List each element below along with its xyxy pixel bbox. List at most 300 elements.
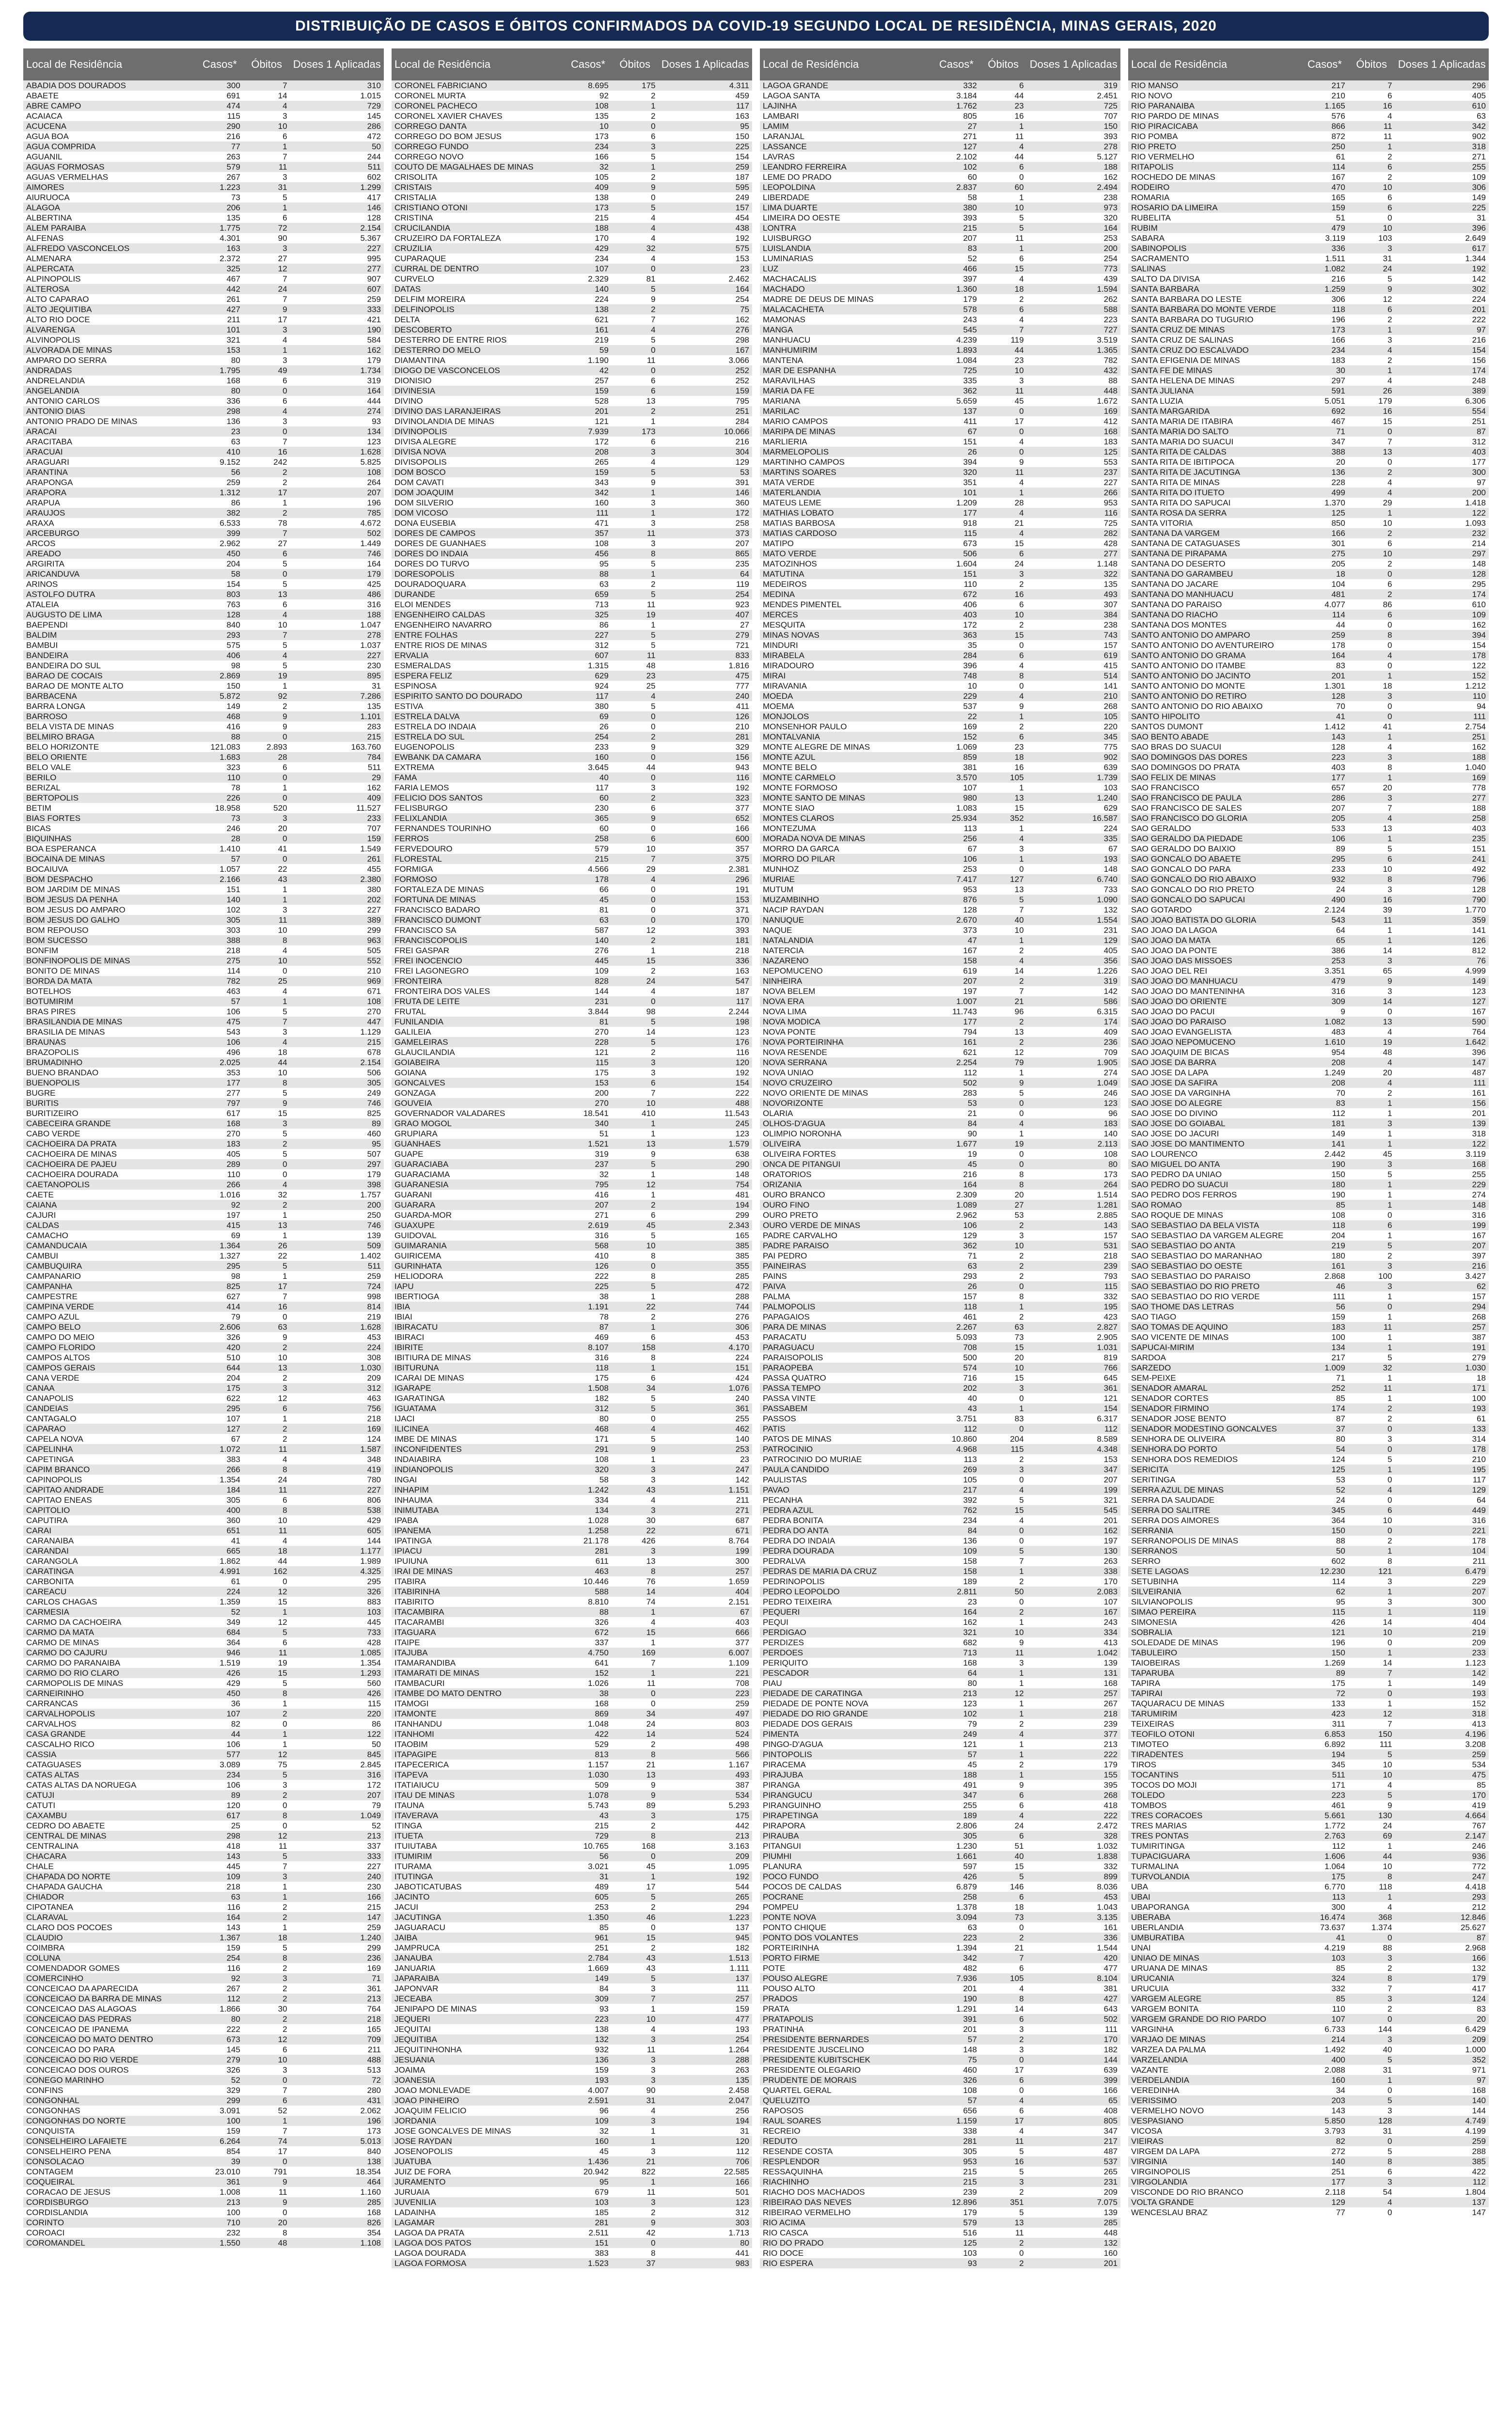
- table-row: [1128, 1393, 1489, 1403]
- cases-value: 12.230: [1301, 1566, 1348, 1576]
- cases-value: 311: [1301, 1719, 1348, 1729]
- table-row: [23, 1637, 384, 1648]
- deaths-value: 3: [243, 111, 290, 121]
- municipality-name: BANDEIRA DO SUL: [23, 661, 196, 671]
- doses-value: 316: [1395, 1515, 1489, 1526]
- deaths-value: 12: [612, 1180, 659, 1190]
- doses-value: 201: [1395, 1108, 1489, 1118]
- cases-value: 1.315: [565, 661, 612, 671]
- doses-value: 218: [290, 1414, 384, 1424]
- deaths-value: 42: [612, 2228, 659, 2238]
- cases-value: 218: [196, 1882, 243, 1892]
- deaths-value: 4: [243, 1536, 290, 1546]
- doses-value: 455: [290, 864, 384, 874]
- deaths-value: 0: [243, 1312, 290, 1322]
- table-row: [760, 772, 1120, 783]
- deaths-value: 1: [1348, 1108, 1395, 1118]
- cases-value: 415: [196, 1220, 243, 1230]
- table-row: [760, 1068, 1120, 1078]
- table-row: [23, 325, 384, 335]
- cases-value: 129: [1301, 2197, 1348, 2207]
- table-row: [760, 1821, 1120, 1831]
- cases-value: 159: [565, 467, 612, 477]
- municipality-name: MATEUS LEME: [760, 498, 933, 508]
- table-row: [392, 1190, 752, 1200]
- doses-value: 276: [659, 325, 752, 335]
- doses-value: 6.315: [1027, 1007, 1120, 1017]
- doses-value: 412: [1027, 416, 1120, 426]
- table-row: [760, 1810, 1120, 1821]
- cases-value: 102: [933, 1709, 980, 1719]
- cases-value: 58: [196, 569, 243, 579]
- municipality-name: SAO MIGUEL DO ANTA: [1128, 1159, 1301, 1169]
- municipality-name: ALVORADA DE MINAS: [23, 345, 196, 355]
- doses-value: 6.740: [1027, 874, 1120, 884]
- table-row: [1128, 1230, 1489, 1241]
- cases-value: 168: [933, 1658, 980, 1668]
- municipality-name: SANTO ANTONIO DO AVENTUREIRO: [1128, 640, 1301, 650]
- cases-value: 543: [1301, 915, 1348, 925]
- deaths-value: 16: [1348, 895, 1395, 905]
- header-doses: Doses 1 Aplicadas: [1027, 48, 1120, 80]
- table-row: [1128, 1241, 1489, 1251]
- municipality-name: PEDRO LEOPOLDO: [760, 1587, 933, 1597]
- deaths-value: 6: [612, 386, 659, 396]
- cases-value: 1.606: [1301, 1851, 1348, 1861]
- table-row: [23, 2106, 384, 2116]
- deaths-value: 15: [243, 1668, 290, 1678]
- table-row: [1128, 1617, 1489, 1627]
- cases-value: 92: [196, 1973, 243, 1983]
- deaths-value: 4: [243, 650, 290, 661]
- doses-value: 1.042: [1027, 1648, 1120, 1658]
- deaths-value: 30: [612, 1515, 659, 1526]
- municipality-name: DIVINO DAS LARANJEIRAS: [392, 406, 565, 416]
- municipality-name: SAO FRANCISCO: [1128, 783, 1301, 793]
- doses-value: 266: [1027, 488, 1120, 498]
- doses-value: 237: [1027, 467, 1120, 477]
- table-row: [760, 1312, 1120, 1322]
- cases-value: 3.184: [933, 91, 980, 101]
- doses-value: 1.299: [290, 182, 384, 192]
- cases-value: 392: [933, 1495, 980, 1505]
- table-row: [760, 2085, 1120, 2095]
- cases-value: 396: [933, 661, 980, 671]
- residence-table: [760, 48, 1120, 2268]
- deaths-value: 23: [612, 671, 659, 681]
- municipality-name: TEIXEIRAS: [1128, 1719, 1301, 1729]
- doses-value: 249: [659, 192, 752, 203]
- table-row: [760, 1037, 1120, 1047]
- table-row: [23, 915, 384, 925]
- cases-value: 168: [196, 376, 243, 386]
- deaths-value: 43: [612, 1953, 659, 1963]
- municipality-name: CRUCILANDIA: [392, 223, 565, 233]
- table-row: [1128, 1017, 1489, 1027]
- deaths-value: 1: [243, 681, 290, 691]
- doses-value: 193: [1027, 854, 1120, 864]
- cases-value: 90: [933, 1129, 980, 1139]
- cases-value: 716: [933, 1373, 980, 1383]
- doses-value: 233: [1395, 1648, 1489, 1658]
- deaths-value: 48: [612, 661, 659, 671]
- cases-value: 4.566: [565, 864, 612, 874]
- deaths-value: 0: [243, 1821, 290, 1831]
- cases-value: 110: [196, 772, 243, 783]
- cases-value: 619: [933, 966, 980, 976]
- doses-value: 945: [659, 1933, 752, 1943]
- table-row: [1128, 1129, 1489, 1139]
- municipality-name: ALTO CAPARAO: [23, 294, 196, 304]
- table-row: [23, 518, 384, 528]
- cases-value: 2.811: [933, 1587, 980, 1597]
- deaths-value: 3: [612, 498, 659, 508]
- table-row: [760, 1108, 1120, 1118]
- deaths-value: 4: [243, 101, 290, 111]
- municipality-name: CAPINOPOLIS: [23, 1475, 196, 1485]
- cases-value: 924: [565, 681, 612, 691]
- cases-value: 79: [196, 1312, 243, 1322]
- municipality-name: PASSOS: [760, 1414, 933, 1424]
- table-row: [760, 793, 1120, 803]
- table-row: [760, 1190, 1120, 1200]
- doses-value: 232: [1395, 528, 1489, 538]
- deaths-value: 21: [612, 1760, 659, 1770]
- doses-value: 995: [290, 253, 384, 264]
- doses-value: 62: [1395, 1281, 1489, 1291]
- cases-value: 300: [196, 80, 243, 91]
- deaths-value: 4: [1348, 813, 1395, 823]
- municipality-name: SAO JOAO DEL REI: [1128, 966, 1301, 976]
- deaths-value: 4: [612, 2106, 659, 2116]
- municipality-name: CANTAGALO: [23, 1414, 196, 1424]
- doses-value: 1.129: [290, 1027, 384, 1037]
- municipality-name: CARRANCAS: [23, 1699, 196, 1709]
- cases-value: 2.025: [196, 1057, 243, 1068]
- table-row: [1128, 1220, 1489, 1230]
- data-table-column-3: [760, 48, 1120, 2268]
- cases-value: 256: [933, 834, 980, 844]
- municipality-name: RESSAQUINHA: [760, 2167, 933, 2177]
- table-row: [1128, 762, 1489, 772]
- cases-value: 57: [933, 2034, 980, 2045]
- table-row: [23, 1800, 384, 1810]
- municipality-name: ITAJUBA: [392, 1648, 565, 1658]
- municipality-name: SANTOS DUMONT: [1128, 722, 1301, 732]
- doses-value: 254: [1027, 253, 1120, 264]
- doses-value: 224: [290, 1342, 384, 1353]
- deaths-value: 7: [243, 528, 290, 538]
- table-row: [760, 1526, 1120, 1536]
- table-row: [760, 935, 1120, 945]
- cases-value: 258: [933, 1892, 980, 1902]
- doses-value: 318: [1395, 1129, 1489, 1139]
- table-row: [760, 2156, 1120, 2167]
- cases-value: 326: [196, 2065, 243, 2075]
- doses-value: 554: [1395, 406, 1489, 416]
- cases-value: 319: [565, 1149, 612, 1159]
- cases-value: 173: [1301, 325, 1348, 335]
- municipality-name: SABARA: [1128, 233, 1301, 243]
- municipality-name: JACUI: [392, 1902, 565, 1912]
- municipality-name: COUTO DE MAGALHAES DE MINAS: [392, 162, 565, 172]
- municipality-name: PAVAO: [760, 1485, 933, 1495]
- municipality-name: CAMPOS ALTOS: [23, 1353, 196, 1363]
- table-row: [760, 1770, 1120, 1780]
- doses-value: 408: [1027, 2106, 1120, 2116]
- cases-value: 267: [196, 1983, 243, 1994]
- doses-value: 375: [659, 854, 752, 864]
- municipality-name: BONITO DE MINAS: [23, 966, 196, 976]
- cases-value: 11.743: [933, 1007, 980, 1017]
- cases-value: 111: [1301, 1291, 1348, 1302]
- municipality-name: ARINOS: [23, 579, 196, 589]
- table-row: [760, 477, 1120, 488]
- table-row: [392, 783, 752, 793]
- doses-value: 403: [1395, 447, 1489, 457]
- cases-value: 295: [1301, 854, 1348, 864]
- municipality-name: CATAS ALTAS: [23, 1770, 196, 1780]
- table-row: [760, 2218, 1120, 2228]
- cases-value: 2.124: [1301, 905, 1348, 915]
- municipality-name: JENIPAPO DE MINAS: [392, 2004, 565, 2014]
- table-row: [1128, 1505, 1489, 1515]
- cases-value: 1.259: [1301, 284, 1348, 294]
- deaths-value: 69: [1348, 1831, 1395, 1841]
- deaths-value: 3: [243, 1118, 290, 1129]
- table-row: [392, 274, 752, 284]
- municipality-name: DOM BOSCO: [392, 467, 565, 477]
- table-row: [760, 2207, 1120, 2218]
- doses-value: 534: [1395, 1760, 1489, 1770]
- doses-value: 270: [290, 1007, 384, 1017]
- table-row: [760, 1251, 1120, 1261]
- deaths-value: 168: [612, 1841, 659, 1851]
- deaths-value: 410: [612, 1108, 659, 1118]
- doses-value: 164: [1027, 223, 1120, 233]
- municipality-name: ILICINEA: [392, 1424, 565, 1434]
- table-row: [1128, 121, 1489, 131]
- cases-value: 152: [565, 1668, 612, 1678]
- municipality-name: SANTA ROSA DA SERRA: [1128, 508, 1301, 518]
- cases-value: 2.372: [196, 253, 243, 264]
- cases-value: 95: [565, 559, 612, 569]
- table-row: [1128, 1403, 1489, 1414]
- deaths-value: 9: [243, 2177, 290, 2187]
- deaths-value: 17: [243, 1281, 290, 1291]
- deaths-value: 16: [980, 2156, 1027, 2167]
- cases-value: 529: [565, 1739, 612, 1749]
- cases-value: 18.958: [196, 803, 243, 813]
- municipality-name: PARACATU: [760, 1332, 933, 1342]
- table-row: [760, 264, 1120, 274]
- cases-value: 22: [933, 711, 980, 722]
- deaths-value: 6: [980, 80, 1027, 91]
- municipality-name: SETUBINHA: [1128, 1576, 1301, 1587]
- doses-value: 297: [1395, 549, 1489, 559]
- page-title: DISTRIBUIÇÃO DE CASOS E ÓBITOS CONFIRMADOS DA COVID-19 SEGUNDO LOCAL DE RESIDÊNCIA, MINAS GERAIS, 2020: [23, 12, 1489, 41]
- cases-value: 381: [933, 762, 980, 772]
- municipality-name: MATA VERDE: [760, 477, 933, 488]
- municipality-name: GUARARA: [392, 1200, 565, 1210]
- cases-value: 410: [565, 1251, 612, 1261]
- doses-value: 109: [1395, 172, 1489, 182]
- cases-value: 1.378: [933, 1902, 980, 1912]
- cases-value: 83: [933, 243, 980, 253]
- table-row: [1128, 1902, 1489, 1912]
- cases-value: 347: [933, 1790, 980, 1800]
- doses-value: 332: [1027, 1291, 1120, 1302]
- doses-value: 706: [659, 2156, 752, 2167]
- cases-value: 713: [565, 599, 612, 610]
- doses-value: 285: [1027, 2218, 1120, 2228]
- doses-value: 629: [1027, 803, 1120, 813]
- deaths-value: 8: [1348, 2156, 1395, 2167]
- doses-value: 454: [659, 213, 752, 223]
- municipality-name: SALTO DA DIVISA: [1128, 274, 1301, 284]
- doses-value: 453: [290, 1332, 384, 1342]
- deaths-value: 5: [1348, 1790, 1395, 1800]
- doses-value: 323: [659, 793, 752, 803]
- table-row: [392, 2248, 752, 2258]
- table-row: [23, 1790, 384, 1800]
- table-row: [1128, 1383, 1489, 1393]
- table-row: [23, 1251, 384, 1261]
- cases-value: 158: [933, 1566, 980, 1576]
- deaths-value: 17: [980, 2065, 1027, 2075]
- cases-value: 188: [565, 223, 612, 233]
- cases-value: 10.446: [565, 1576, 612, 1587]
- table-row: [392, 1607, 752, 1617]
- doses-value: 97: [1395, 477, 1489, 488]
- deaths-value: 45: [612, 1861, 659, 1872]
- municipality-name: OURO VERDE DE MINAS: [760, 1220, 933, 1230]
- municipality-name: CAPUTIRA: [23, 1515, 196, 1526]
- table-row: [392, 1994, 752, 2004]
- municipality-name: DURANDE: [392, 589, 565, 599]
- doses-value: 1.514: [1027, 1190, 1120, 1200]
- table-row: [760, 630, 1120, 640]
- cases-value: 961: [565, 1933, 612, 1943]
- table-row: [392, 508, 752, 518]
- table-row: [23, 1007, 384, 1017]
- deaths-value: 18: [243, 1933, 290, 1943]
- deaths-value: 1: [1348, 1342, 1395, 1353]
- doses-value: 166: [1395, 1953, 1489, 1963]
- deaths-value: 5: [243, 661, 290, 671]
- municipality-name: CORONEL FABRICIANO: [392, 80, 565, 91]
- municipality-name: MONTEZUMA: [760, 823, 933, 834]
- doses-value: 777: [659, 681, 752, 691]
- deaths-value: 11: [243, 1444, 290, 1454]
- deaths-value: 9: [612, 1780, 659, 1790]
- deaths-value: 1: [612, 2004, 659, 2014]
- table-row: [760, 1739, 1120, 1749]
- cases-value: 316: [565, 1353, 612, 1363]
- table-row: [392, 1108, 752, 1118]
- cases-value: 87: [565, 1322, 612, 1332]
- cases-value: 183: [1301, 1322, 1348, 1332]
- municipality-name: CONGONHAS: [23, 2106, 196, 2116]
- doses-value: 3.135: [1027, 1912, 1120, 1922]
- cases-value: 286: [1301, 793, 1348, 803]
- table-row: [1128, 569, 1489, 579]
- table-row: [392, 447, 752, 457]
- table-row: [1128, 1190, 1489, 1200]
- deaths-value: 5: [612, 1434, 659, 1444]
- table-row: [760, 2228, 1120, 2238]
- deaths-value: 5: [243, 192, 290, 203]
- cases-value: 4.219: [1301, 1943, 1348, 1953]
- cases-value: 10.860: [933, 1434, 980, 1444]
- table-row: [1128, 986, 1489, 996]
- table-row: [23, 844, 384, 854]
- cases-value: 66: [565, 884, 612, 895]
- table-row: [23, 1444, 384, 1454]
- table-row: [760, 1729, 1120, 1739]
- municipality-name: SAO FELIX DE MINAS: [1128, 772, 1301, 783]
- table-row: [392, 1770, 752, 1780]
- cases-value: 305: [196, 1495, 243, 1505]
- table-row: [1128, 1515, 1489, 1526]
- table-row: [760, 1403, 1120, 1414]
- doses-value: 639: [1027, 2065, 1120, 2075]
- cases-value: 805: [933, 111, 980, 121]
- doses-value: 168: [1027, 1678, 1120, 1688]
- doses-value: 405: [1395, 91, 1489, 101]
- doses-value: 334: [1027, 1627, 1120, 1637]
- table-row: [760, 1607, 1120, 1617]
- doses-value: 198: [659, 1017, 752, 1027]
- cases-value: 509: [565, 1780, 612, 1790]
- municipality-name: COLUNA: [23, 1953, 196, 1963]
- cases-value: 1.508: [565, 1383, 612, 1393]
- deaths-value: 0: [612, 1699, 659, 1709]
- deaths-value: 16: [243, 447, 290, 457]
- cases-value: 1.350: [565, 1912, 612, 1922]
- doses-value: 595: [659, 182, 752, 192]
- municipality-name: AMPARO DO SERRA: [23, 355, 196, 365]
- table-row: [392, 1342, 752, 1353]
- doses-value: 148: [659, 1169, 752, 1180]
- deaths-value: 2: [1348, 1251, 1395, 1261]
- municipality-name: SANTA CRUZ DE MINAS: [1128, 325, 1301, 335]
- deaths-value: 7: [1348, 803, 1395, 813]
- deaths-value: 3: [612, 1475, 659, 1485]
- table-row: [23, 2167, 384, 2177]
- table-row: [1128, 2116, 1489, 2126]
- table-row: [760, 986, 1120, 996]
- deaths-value: 0: [1348, 2085, 1395, 2095]
- municipality-name: RIO NOVO: [1128, 91, 1301, 101]
- municipality-name: SAPUCAI-MIRIM: [1128, 1342, 1301, 1353]
- municipality-name: BOM JESUS DA PENHA: [23, 895, 196, 905]
- table-row: [1128, 101, 1489, 111]
- doses-value: 427: [1027, 1994, 1120, 2004]
- municipality-name: SENADOR JOSE BENTO: [1128, 1414, 1301, 1424]
- deaths-value: 2: [980, 1312, 1027, 1322]
- deaths-value: 158: [612, 1342, 659, 1353]
- doses-value: 487: [1027, 2146, 1120, 2156]
- doses-value: 31: [659, 2126, 752, 2136]
- cases-value: 132: [565, 2034, 612, 2045]
- table-row: [23, 834, 384, 844]
- table-row: [1128, 172, 1489, 182]
- cases-value: 56: [196, 467, 243, 477]
- cases-value: 85: [1301, 1393, 1348, 1403]
- doses-value: 302: [1395, 284, 1489, 294]
- cases-value: 491: [933, 1780, 980, 1790]
